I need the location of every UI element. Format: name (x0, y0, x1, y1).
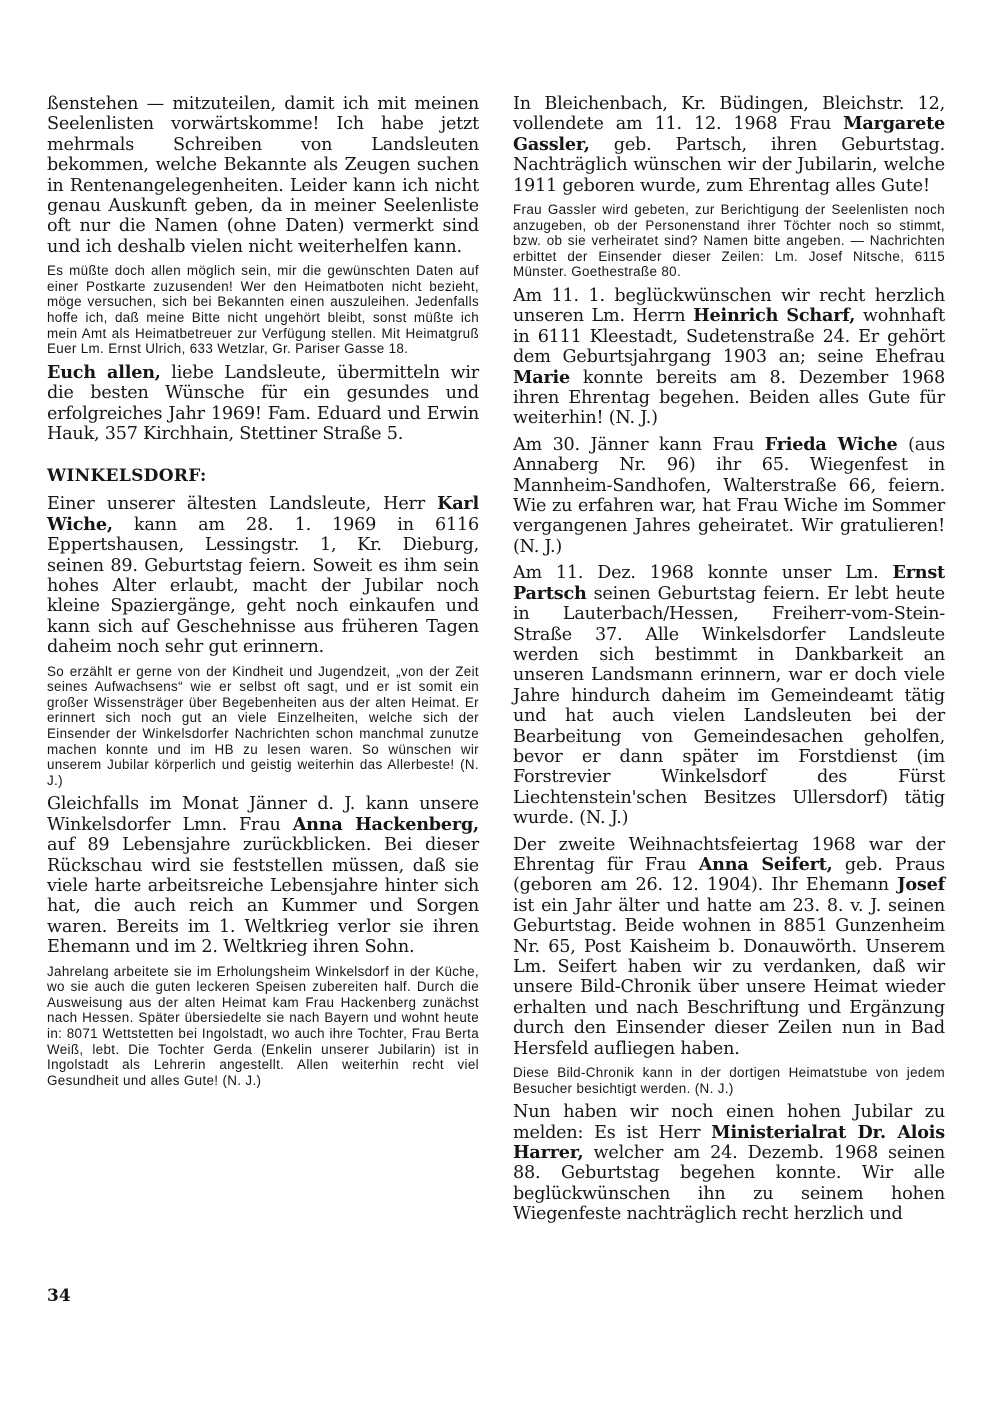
paragraph-ernst-partsch: Am 11. Dez. 1968 konnte unser Lm. Ernst Partsch seinen Geburtstag feiern. Er lebt heute in Lauterbach/Hessen, Freiherr-vom-Stein-Straße 37. Alle Winkelsdorfer Landsleute werden sich bestimmt in Dankbarkeit an unseren Landsmann erinnern, war er doch viele Jahre hindurch daheim im Gemeindeamt tätig und hat auch vielen Landsleuten bei der Bearbeitung von Gemeindesachen geholfen, bevor er dann später im Forstdienst (im Forstrevier Winkelsdorf des Fürst Liechtenstein'schen Besitzes Ullersdorf) tätig wurde. (N. J.) (513, 562, 945, 829)
bold-name: Ernst Partsch (513, 562, 945, 604)
note-anna-hackenberg: Jahrelang arbeitete sie im Erholungsheim Winkelsdorf in der Küche, wo sie auch die guten leckeren Speisen zubereiten half. Durch die Ausweisung aus der alten Heimat kam Frau Hackenberg zunächst nach Hessen. Später übersiedelte sie nach Bayern und wohnt heute in: 8071 Wettstetten bei Ingolstadt, wo auch ihre Tochter, Frau Berta Weiß, lebt. Die Tochter Gerda (Enkelin unserer Jubilarin) ist in Ingolstadt als Lehrerin angestellt. Allen weiterhin recht viel Gesundheit und alles Gute! (N. J.) (47, 963, 479, 1088)
bold-name: Karl Wiche, (47, 493, 479, 535)
note-bild-chronik: Diese Bild-Chronik kann in der dortigen Heimatstube von jedem Besucher besichtigt werden. (N. J.) (513, 1065, 945, 1096)
paragraph-heinrich-scharf: Am 11. 1. beglückwünschen wir recht herzlich unseren Lm. Herrn Heinrich Scharf, wohnhaft in 6111 Kleestadt, Sudetenstraße 24. Er gehört dem Geburtsjahrgang 1903 an; seine Ehefrau Marie konnte bereits am 8. Dezember 1968 ihren Ehrentag begehen. Beiden alles Gute für weiterhin! (N. J.) (513, 286, 945, 429)
bold-name: Josef (897, 874, 945, 896)
paragraph-margarete-gassler: In Bleichenbach, Kr. Büdingen, Bleichstr. 12, vollendete am 11. 12. 1968 Frau Margarete Gassler, geb. Partsch, ihren Geburtstag. Nachträglich wünschen wir der Jubilarin, welche 1911 geboren wurde, zum Ehrentag alles Gute! (513, 94, 945, 196)
bold-name: Heinrich Scharf, (693, 305, 856, 327)
bold-name: Anna Hackenberg, (292, 813, 479, 835)
paragraph-alois-harrer: Nun haben wir noch einen hohen Jubilar zu melden: Es ist Herr Ministerialrat Dr. Alois Harrer, welcher am 24. Dezemb. 1968 seinen 88. Geburtstag begehen konnte. Wir alle beglückwünschen ihn zu seinem hohen Wiegenfeste nachträglich recht herzlich und (513, 1102, 945, 1225)
note-karl-wiche: So erzählt er gerne von der Kindheit und Jugendzeit, „von der Zeit seines Aufwachsens“ wie er selbst oft sagt, und er ist somit ein großer Wissensträger über Begebenheiten aus der alten Heimat. Er erinnert sich noch gut an viele Einzelheiten, welche sich der Einsender der Winkelsdorfer Nachrichten schon manchmal zunutze machen konnte und im HB zu lesen waren. So wünschen wir unserem Jubilar körperlich und geistig weiterhin das Allerbeste! (N. J.) (47, 663, 479, 788)
paragraph-frieda-wiche: Am 30. Jänner kann Frau Frieda Wiche (aus Annaberg Nr. 96) ihr 65. Wiegenfest in Mannheim-Sandhofen, Walterstraße 66, feiern. Wie zu erfahren war, hat Frau Wiche im Sommer vergangenen Jahres geheiratet. Wir gratulieren! (N. J.) (513, 433, 946, 557)
bold-name: Euch allen, (47, 361, 161, 383)
right-column (513, 94, 945, 1231)
bold-name: Ministerialrat Dr. Alois Harrer, (513, 1121, 945, 1164)
paragraph-seelenlisten: ßenstehen — mitzuteilen, damit ich mit meinen Seelenlisten vorwärtskomme! Ich habe jetzt mehrmals Schreiben von Landsleuten bekommen, welche Bekannte als Zeugen suchen in Rentenangelegenheiten. Leider kann ich nicht genau Auskunft geben, da in meiner Seelenliste oft nur die Namen (ohne Daten) vermerkt sind und ich deshalb vielen nicht weiterhelfen kann. (47, 94, 479, 257)
paragraph-anna-hackenberg: Gleichfalls im Monat Jänner d. J. kann unsere Winkelsdorfer Lmn. Frau Anna Hackenberg, auf 89 Lebensjahre zurückblicken. Bei dieser Rückschau wird sie feststellen müssen, daß sie viele harte arbeitsreiche Lebensjahre hinter sich hat, die auch reich an Kummer und Sorgen waren. Bereits im 1. Weltkrieg verlor sie ihren Ehemann und im 2. Weltkrieg ihren Sohn. (47, 794, 479, 958)
note-gassler: Frau Gassler wird gebeten, zur Berichtigung der Seelenlisten noch anzugeben, ob der Personenstand ihrer Töchter noch so stimmt, bzw. ob sie verheiratet sind? Namen bitte angeben. — Nachrichten erbittet der Einsender dieser Zeilen: Lm. Josef Nitsche, 6115 Münster. Goethestraße 80. (513, 202, 945, 280)
bold-name: Margarete Gassler, (513, 113, 945, 155)
note-ernst-ulrich: Es müßte doch allen möglich sein, mir die gewünschten Daten auf einer Postkarte zuzusenden! Wer den Heimatboten nicht bezieht, möge versuchen, sich bei Bekannten einen auszuleihen. Jedenfalls hoffe ich, daß meine Bitte nicht ungehört bleibt, sonst müßte ich mein Amt als Heimatbetreuer zur Verfügung stellen. Mit Heimatgruß Euer Lm. Ernst Ulrich, 633 Wetzlar, Gr. Pariser Gasse 18. (47, 263, 479, 357)
bold-name: Frieda Wiche (764, 433, 898, 455)
paragraph-karl-wiche: Einer unserer ältesten Landsleute, Herr Karl Wiche, kann am 28. 1. 1969 in 6116 Eppertshausen, Lessingstr. 1, Kr. Dieburg, seinen 89. Geburtstag feiern. Soweit es ihm sein hohes Alter erlaubt, macht der Jubilar noch kleine Spaziergänge, geht noch einkaufen und kann sich auf Geschehnisse aus früheren Tagen daheim noch sehr gut erinnern. (47, 493, 479, 658)
bold-name: Marie (513, 366, 571, 388)
bold-name: Anna Seifert, (698, 853, 833, 875)
paragraph-anna-seifert: Der zweite Weihnachtsfeiertag 1968 war der Ehrentag für Frau Anna Seifert, geb. Praus (geboren am 26. 12. 1904). Ihr Ehemann Josef ist ein Jahr älter und hatte am 23. 8. v. J. seinen Geburtstag. Beide wohnen in 8851 Gunzenheim Nr. 65, Post Kaisheim b. Donauwörth. Unserem Lm. Seifert haben wir zu verdanken, daß wir unsere Bild-Chronik über unsere Heimat wieder erhalten und nach Beschriftung und Ergänzung durch den Einsender dieser Zeilen nun in Bad Hersfeld aufliegen haben. (513, 834, 945, 1059)
section-heading-winkelsdorf: WINKELSDORF: (47, 466, 207, 487)
left-column (47, 94, 479, 1094)
page-number: 34 (47, 1286, 71, 1306)
paragraph-new-year-wishes: Euch allen, liebe Landsleute, übermitteln wir die besten Wünsche für ein gesundes und erfolgreiches Jahr 1969! Fam. Eduard und Erwin Hauk, 357 Kirchhain, Stettiner Straße 5. (47, 361, 480, 445)
